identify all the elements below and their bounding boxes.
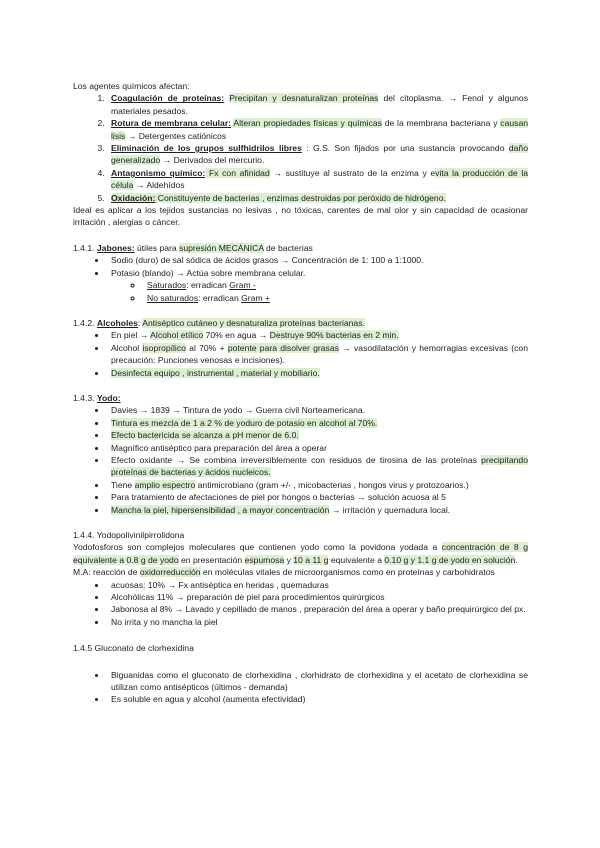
list-item: • Efecto bactericida se alcanza a pH menor de 6.0. [107,429,528,441]
jabones-list [73,254,528,304]
list-item: • Alcohol isopropílico al 70% + potente para disolver grasas → vasodilatación y hemorragias excesivas (con precaución: Punciones venosas e incisiones). [107,342,528,367]
document-body [73,80,528,706]
section-heading-yodo: 1.4.3. Yodo: [73,392,121,403]
alcoholes-list [73,329,528,379]
clorhexidina-list [73,669,528,706]
list-item: 2. Rotura de membrana celular: Alteran propiedades físicas y químicas de la membrana bacteriana y causan lisis → Detergentes catiónicos [107,117,528,142]
list-item: • Potasio (blando) → Actúa sobre membrana celular. ◦ Saturados: erradican Gram - ◦ No saturados: erradican Gram + [107,267,528,304]
section-heading-clorhexidina: 1.4.5 Gluconato de clorhexidina [73,643,194,654]
list-item: ◦ No saturados: erradican Gram + [143,292,528,304]
list-item: • Sodio (duro) de sal sódica de ácidos grasos → Concentración de 1: 100 a 1:1000. [107,254,528,266]
list-item: 4. Antagonismo químico: Fx con afinidad → sustituye al sustrato de la enzima y evita la producción de la célula → Aldehídos [107,167,528,192]
list-item: • Mancha la piel, hipersensibilidad , a mayor concentración → irritación y quemadura local. [107,504,528,516]
list-item: 3. Eliminación de los grupos sulfhidrilos libres : G.S. Son fijados por una sustancia provocando daño generalizado → Derivados del mercurio. [107,142,528,167]
list-item: • Es soluble en agua y alcohol (aumenta efectividad) [107,693,528,705]
list-item: • Para tratamiento de afectaciones de piel por hongos o bacterias → solución acuosa al 5 [107,491,528,503]
list-item: • Desinfecta equipo , instrumental , material y mobiliario. [107,367,528,379]
list-item: • Tiene amplio espectro antimicrobiano (gram +/- , micobacterias , hongos virus y protozoarios.) [107,479,528,491]
list-item: • Biguanidas como el gluconato de clorhexidina , clorhidrato de clorhexidina y el acetato de clorhexidina se utilizan como antisépticos (últimos - demanda) [107,669,528,694]
povidona-list [73,579,528,629]
section-heading-jabones: 1.4.1. Jabones: útiles para supresión MECÁNICA de bacterias [73,242,313,253]
list-item: • Davies → 1839 → Tintura de yodo → Guerra civil Norteamericana. [107,404,528,416]
ideal-text: Ideal es aplicar a los tejidos sustancias no lesivas , no tóxicas, carentes de mal olor y sin capacidad de ocasionar irritación , alergias o cáncer. [73,205,528,228]
list-item: • Alcohólicas 11% → preparación de piel para procedimientos quirúrgicos [107,591,528,603]
list-item: 5. Oxidación: Constituyente de bacterias , enzimas destruidas por peróxido de hidrógeno. [107,192,528,204]
povidona-ma-paragraph: M.A: reacción de oxidorreducción en moléculas vitales de microorganismos como en proteínas y carbohidratos [73,567,495,578]
list-item: • Tintura es mezcla de 1 a 2 % de yoduro de potasio en alcohol al 70%. [107,417,528,429]
povidona-paragraph: Yodofosforos son complejos moleculares que contienen yodo como la povidona yodada a concentración de 8 g equivalente a 0.8 g de yodo en presentación espumosa y 10 a 11 g equivalente a 0.10 g y 1.1 g de yodo en solución. [73,542,528,565]
list-item: • Magnífico antiséptico para preparación del área a operar [107,442,528,454]
list-item: • No irrita y no mancha la piel [107,616,528,628]
section-heading-alcoholes: 1.4.2. Alcoholes: Antiséptico cutáneo y desnaturaliza proteínas bacterianas. [73,317,365,328]
list-item: ◦ Saturados: erradican Gram - [143,279,528,291]
jabones-sublist [111,279,528,304]
chemical-effects-list [73,92,528,204]
section-heading-povidona: 1.4.4. Yodopolivinilpirrolidona [73,530,185,540]
list-item: • Jabonosa al 8% → Lavado y cepillado de manos , preparación del área a operar y baño prequirúrgico del px. [107,603,528,615]
yodo-list [73,404,528,516]
intro-text: Los agentes químicos afectan: [73,81,190,91]
list-item: 1. Coagulación de proteínas: Precipitan y desnaturalizan proteínas del citoplasma. → Fenol y algunos materiales pesados. [107,92,528,117]
list-item: • acuosas: 10% → Fx antiséptica en heridas , quemaduras [107,579,528,591]
list-item: • En piel → Alcohol etílico 70% en agua → Destruye 90% bacterias en 2 min. [107,329,528,341]
list-item: • Efecto oxidante → Se combina irreversiblemente con residuos de tirosina de las proteínas precipitando proteínas de bacterias y ácidos nucleicos. [107,454,528,479]
